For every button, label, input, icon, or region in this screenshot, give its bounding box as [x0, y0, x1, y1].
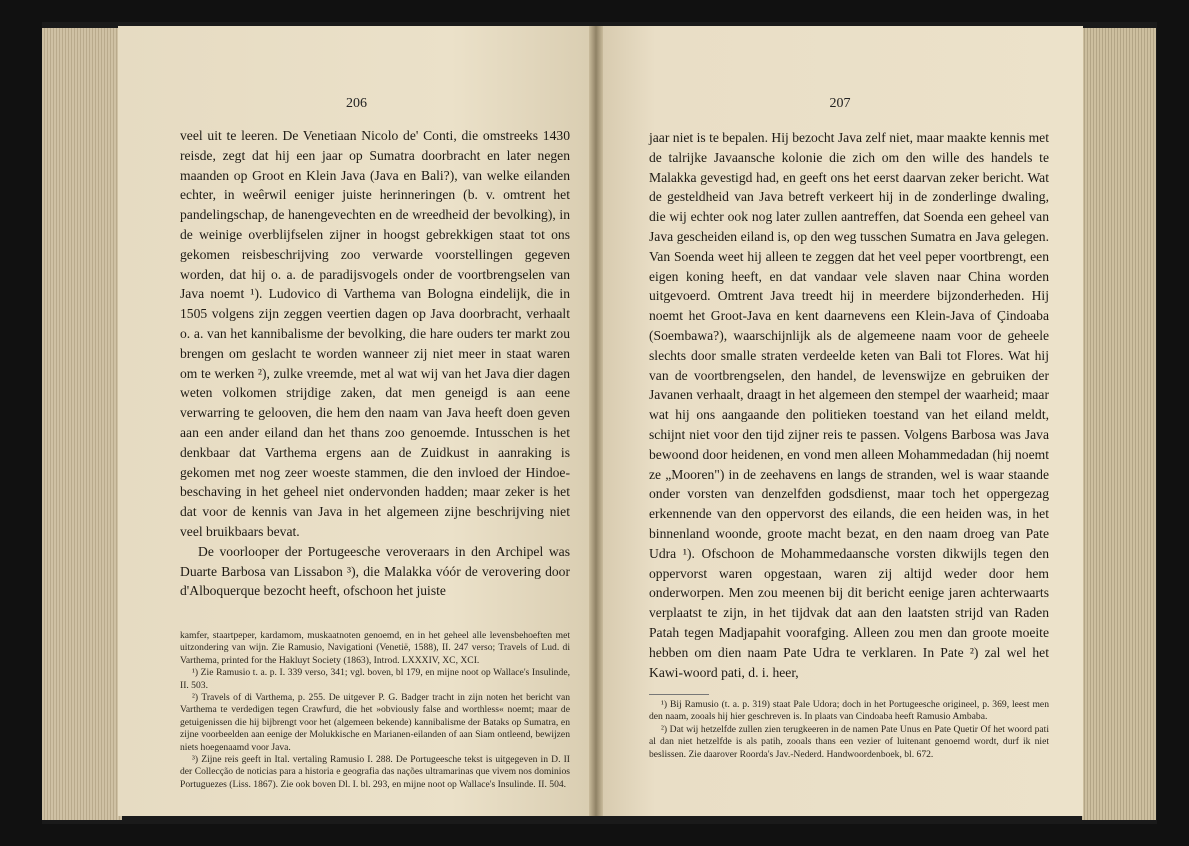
left-page-edges — [42, 28, 122, 820]
right-page — [597, 26, 1083, 816]
right-page-edges — [1082, 28, 1156, 820]
left-page — [118, 26, 595, 816]
footnote: ¹) Zie Ramusio t. a. p. I. 339 verso, 341; vgl. boven, bl 179, en mijne noot op Wallace's Insulinde, II. 503. — [180, 667, 570, 691]
left-page-body — [180, 126, 570, 601]
paragraph: veel uit te leeren. De Venetiaan Nicolo de' Conti, die omstreeks 1430 reisde, zegt dat hij een jaar op Sumatra doorbracht en later negen maanden op Groot en Klein Java (Java en Bali?), van welke eilanden echter, in weêrwil eeniger juiste herinneringen (b. v. omtrent het pandelingschap, de hanengevechten en de wreedheid der bevolking), in de weinige overblijfselen zijner in hoogst gebrekkigen staat tot ons gekomen reisbeschrijving zoo verwarde voorstellingen gegeven worden, dat hij o. a. de paradijsvogels onder de voortbrengselen van Java noemt ¹). Ludovico di Varthema van Bologna eindelijk, die in 1505 volgens zijn zeggen veertien dagen op Java doorbracht, verhaalt o. a. van het kannibalisme der bevolking, die hare ouders ter markt zou brengen om geslacht te worden wanneer zij niet meer in staat waren om te werken ²), zulke vreemde, met al wat wij van het Java dier dagen weten volkomen strijdige zaken, dat men geneigd is aan eene verwarring te gelooven, die hem den naam van Java heeft doen geven aan een ander eiland dan het thans zoo genoemde. Intusschen is het denkbaar dat Varthema ergens aan de Zuidkust in aanraking is gekomen met nog zeer woeste stammen, die den invloed der Hindoe-beschaving in het geheel niet ondervonden hadden; maar zeker is het dat voor de kennis van Java in het algemeen zijne beschrijving niet veel bruikbaars bevat. — [180, 128, 570, 539]
book-gutter — [589, 26, 603, 816]
footnote: ²) Travels of di Varthema, p. 255. De uitgever P. G. Badger tracht in zijn noten het bericht van Varthema te verdedigen tegen Crawfurd, die het »obviously false and worthless« noemt; maar de getuigenissen die hij bijbrengt voor het (algemeen bekende) kannibalisme der Bataks op Sumatra, en zijne voorbeelden aan eenige der Molukkische en Marianen-eilanden of aan Siam ontleend, bewijzen niets hoegenaamd voor Java. — [180, 692, 570, 753]
paragraph: De voorlooper der Portugeesche veroveraars in den Archipel was Duarte Barbosa van Lissabon ³), die Malakka vóór de verovering door d'Alboquerque bezocht heeft, ofschoon het juiste — [180, 543, 570, 599]
left-footnotes — [180, 630, 570, 791]
footnote: ³) Zijne reis geeft in Ital. vertaling Ramusio I. 288. De Portugeesche tekst is uitgegeven in D. II der Collecção de noticias para a historia e geografia das nações ultramarinas que vivem nos dominios Portuguezes (Liss. 1867). Zie ook boven Dl. I. bl. 293, en mijne noot op Wallace's Insulinde. II. 504. — [180, 754, 570, 790]
footnote: kamfer, staartpeper, kardamom, muskaatnoten genoemd, en in het geheel alle levensbehoeften met uitzondering van wijn. Zie Ramusio, Navigationi (Venetië, 1588), II. 247 verso; Travels of Lud. di Varthema, printed for the Hakluyt Society (1863), Introd. LXXXIV, XC, XCI. — [180, 630, 570, 666]
right-page-body — [649, 128, 1049, 682]
footnote-rule — [649, 694, 709, 695]
page-number-left: 206 — [346, 96, 367, 111]
right-footnotes — [649, 694, 1049, 761]
footnote: ²) Dat wij hetzelfde zullen zien terugkeeren in de namen Pate Unus en Pate Quetir Of het woord pati al dan niet hetzelfde is als patih, zooals thans een vezier of luitenant genoemd wordt, durf ik niet beslissen. Zie daarover Roorda's Jav.-Nederd. Handwoordenboek, bl. 672. — [649, 723, 1049, 760]
footnote: ¹) Bij Ramusio (t. a. p. 319) staat Pale Udora; doch in het Portugeesche origineel, p. 369, leest men den naam, zooals hij hier geschreven is. In plaats van Cindoaba heeft Ramusio Ambaba. — [649, 699, 1049, 723]
paragraph: jaar niet is te bepalen. Hij bezocht Java zelf niet, maar maakte kennis met de talrijke Javaansche kolonie die zich om den wille des handels te Malakka gevestigd had, en geeft ons het eerst daarvan zeker bericht. Wat de gesteldheid van Java betreft verkeert hij in de zonderlinge dwaling, die wij echter ook nog later zullen aantreffen, dat Soenda een geheel van Java gescheiden eiland is, op den weg tusschen Sumatra en Java gelegen. Van Soenda weet hij alleen te zeggen dat het veel peper voortbrengt, een eigen koning heeft, en dat vandaar vele slaven naar China worden uitgevoerd. Omtrent Java treedt hij in meerdere bijzonderheden. Hij noemt het Groot-Java en kent daarnevens een Klein-Java of Çindoaba (Soembawa?), waarschijnlijk als de algemeene naam voor de geheele slechts door smalle straten verdeelde keten van Bali tot Flores. Wat hij van de voortbrengselen, den handel, de levenswijze en gebruiken der Javanen verhaalt, draagt in het algemeen den stempel der waarheid; maar wat hij ons aangaande den politieken toestand van het eiland meldt, schijnt niet voor den tijd zijner reis te passen. Volgens Barbosa was Java bewoond door heidenen, en vond men alleen Mohammedadan (hij noemt ze „Mooren") in de zeehavens en langs de stranden, wel is waar staande onder vorsten van denzelfden godsdienst, maar toch het oppergezag erkennende van den oppervorst des eilands, die een heiden was, in het binnenland woonde, groote macht bezat, en den naam droeg van Pate Udra ¹). Ofschoon de Mohammedaansche vorsten dikwijls tegen den oppervorst waren opgestaan, waren zij altijd weder door hem onderworpen. Men zou meenen bij dit bericht eenige jaren achterwaarts verplaatst te zijn, in het tijdvak dat aan den laatsten strijd van Raden Patah tegen Madjapahit voorafging. Alleen zou men dan groote moeite hebben om dien naam Pate Udra te verklaren. In Pate ²) zal wel het Kawi-woord pati, d. i. heer, — [649, 130, 1049, 680]
page-number-right: 207 — [829, 96, 851, 111]
